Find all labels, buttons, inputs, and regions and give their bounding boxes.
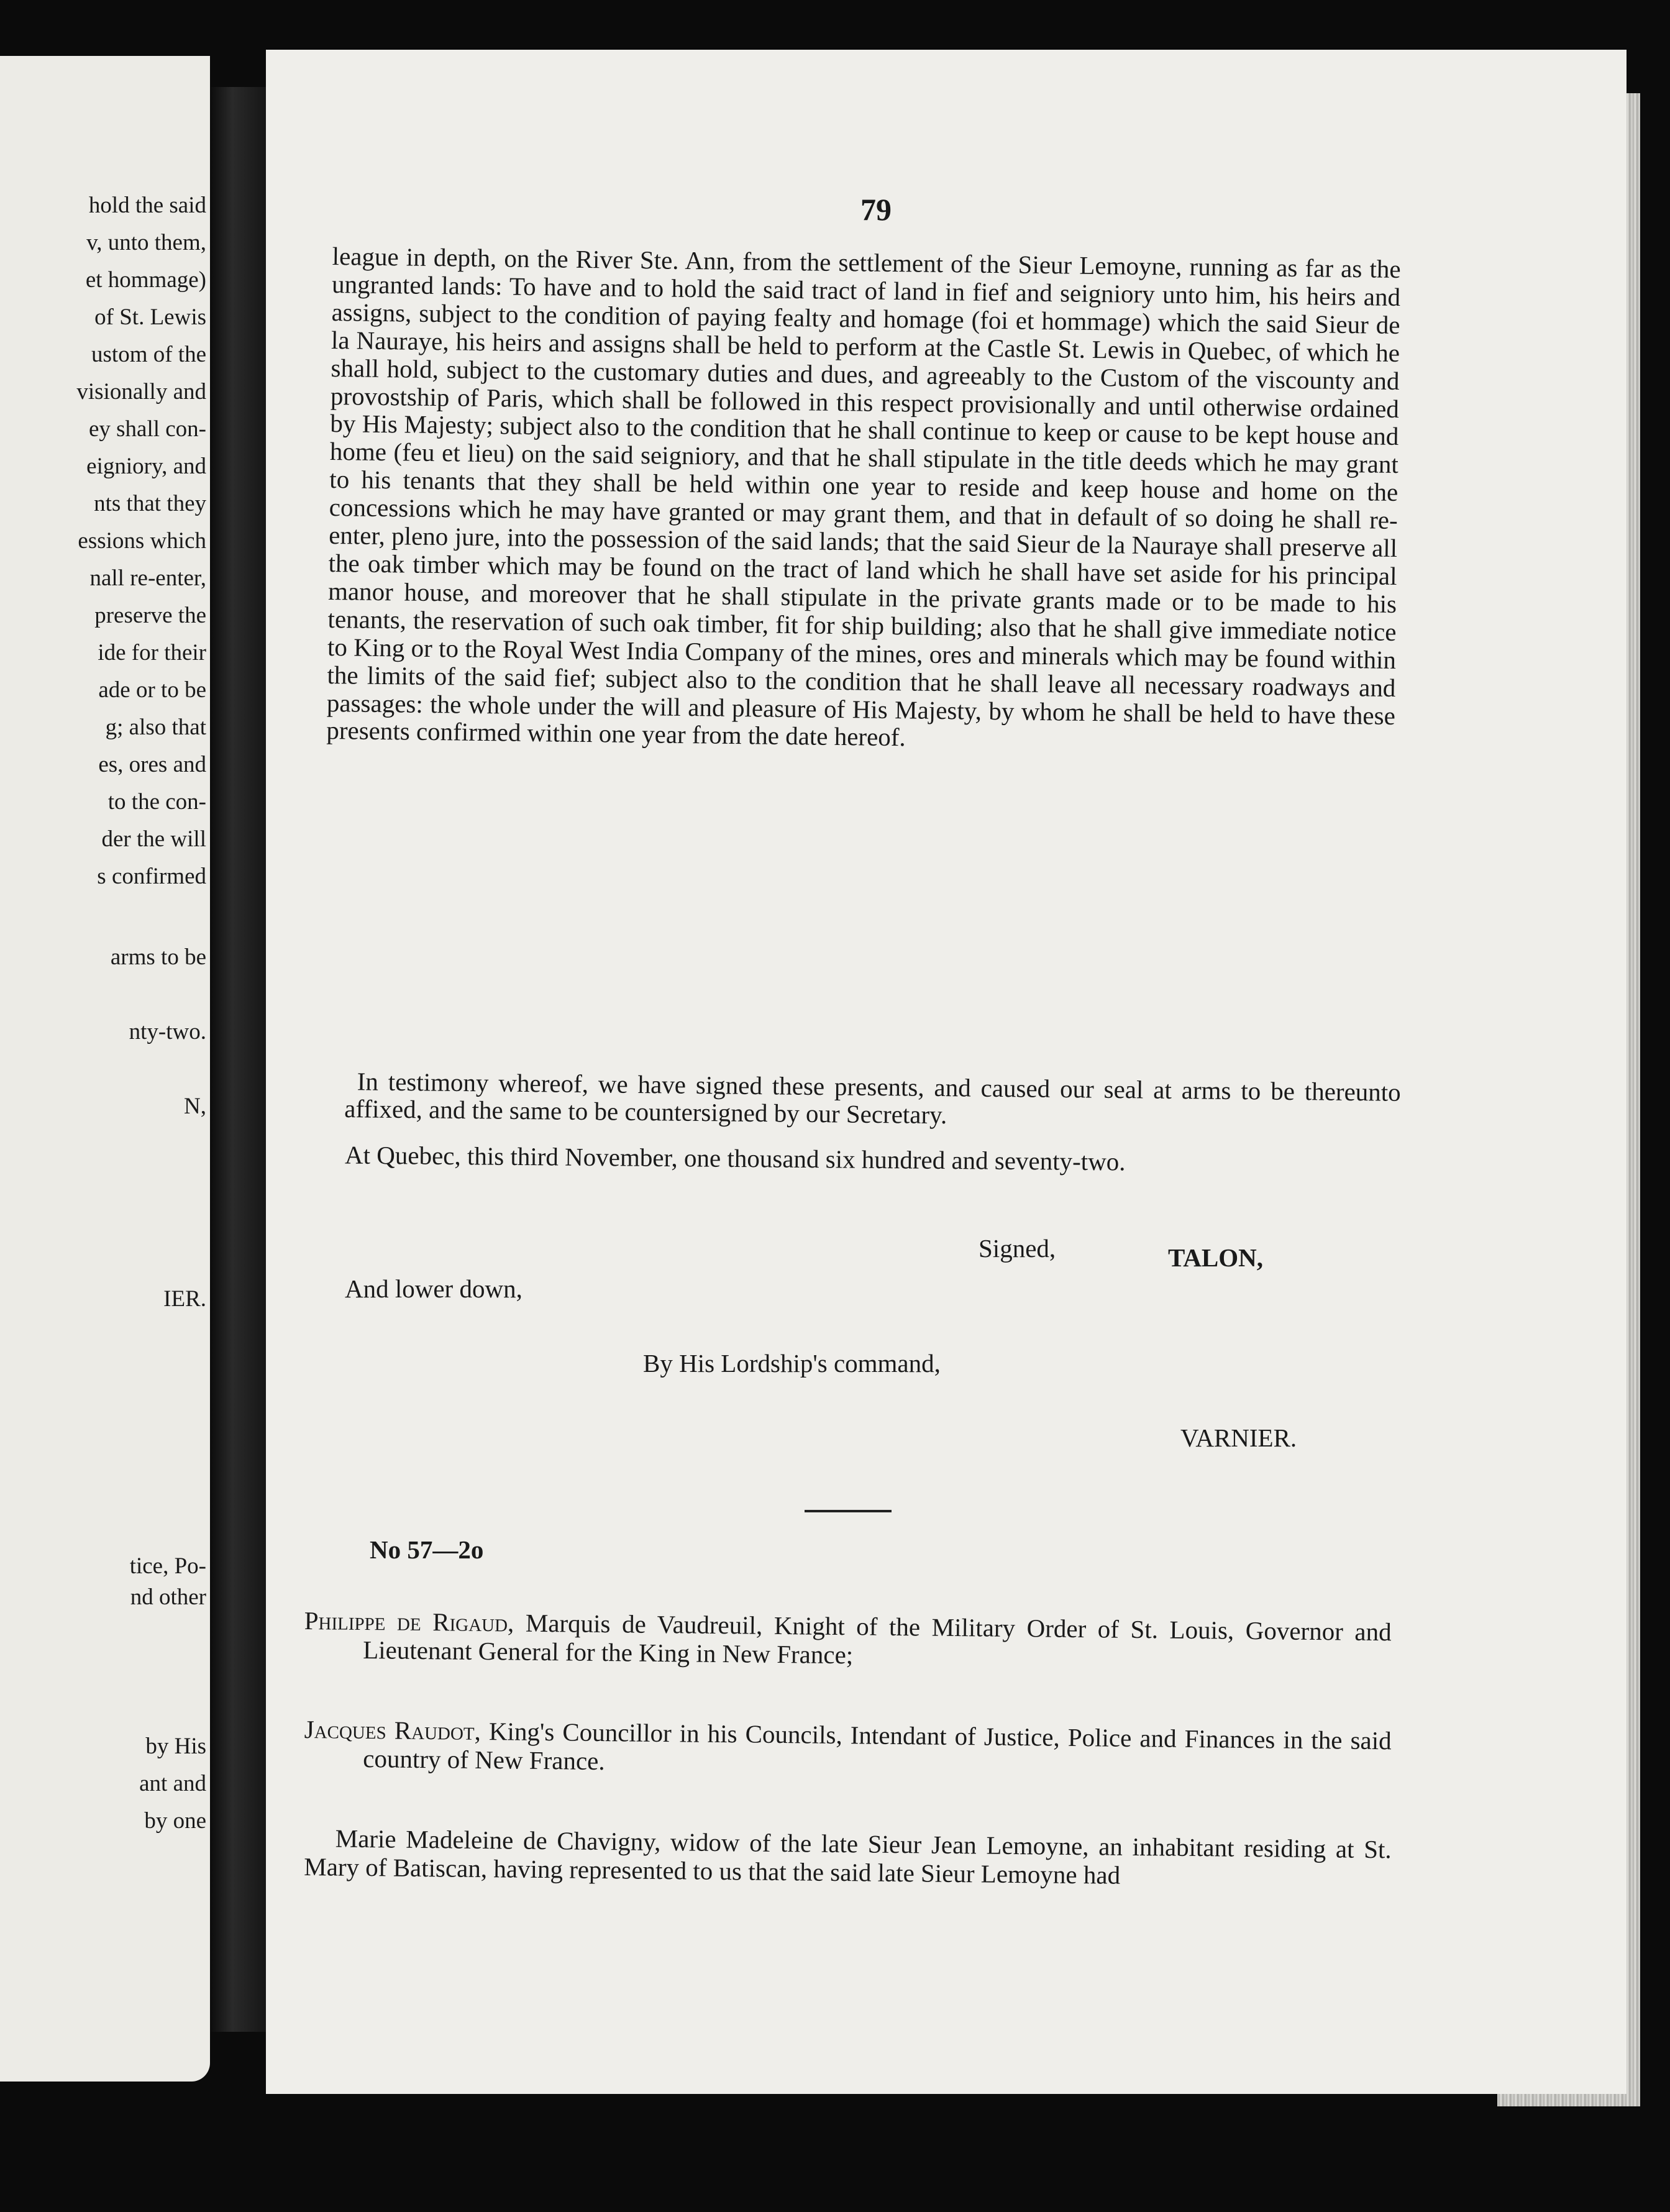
left-page-line: ide for their xyxy=(98,640,206,665)
petition-paragraph xyxy=(304,1824,1392,1892)
main-paragraph xyxy=(326,242,1401,757)
left-page-line: eigniory, and xyxy=(86,454,206,479)
section-divider xyxy=(805,1510,892,1512)
left-page-line: essions which xyxy=(78,528,206,554)
lower-down-note: And lower down, xyxy=(345,1274,522,1303)
left-page-line: v, unto them, xyxy=(86,230,206,255)
intendant-name: Jacques Raudot, xyxy=(304,1715,481,1745)
left-page-line: s confirmed xyxy=(97,864,206,889)
left-page-line: es, ores and xyxy=(98,752,206,777)
page-number: 79 xyxy=(860,192,892,227)
left-page-line: arms to be xyxy=(110,944,206,970)
left-page-line: nty-two. xyxy=(129,1019,206,1044)
left-page-line: der the will xyxy=(101,826,206,852)
signed-label: Signed, xyxy=(979,1234,1056,1263)
left-page-line: ant and xyxy=(139,1771,206,1796)
left-page xyxy=(0,56,210,2082)
intendant-titles: King's Councillor in his Councils, Intendant of Justice, Police and Finances in the said country of New France. xyxy=(363,1716,1392,1776)
book-gutter xyxy=(210,87,266,2032)
left-page-line: ade or to be xyxy=(98,677,206,703)
left-page-line: nts that they xyxy=(94,491,206,516)
testimony-paragraph: In testimony whereof, we have signed these presents, and caused our seal at arms to be thereunto affixed, and the same to be countersigned by our Secretary. xyxy=(344,1067,1401,1130)
document-number: No 57—2o xyxy=(370,1535,484,1564)
command-note: By His Lordship's command, xyxy=(643,1349,941,1378)
governor-block xyxy=(304,1606,1392,1675)
left-page-line: by His xyxy=(145,1734,206,1759)
left-page-line: N, xyxy=(184,1094,206,1119)
left-page-line: ey shall con- xyxy=(88,416,206,442)
left-page-line: of St. Lewis xyxy=(94,304,206,330)
left-page-line: to the con- xyxy=(107,789,206,815)
petition-text: Marie Madeleine de Chavigny, widow of the late Sieur Jean Lemoyne, an inhabitant residing at St. Mary of Batiscan, having represented to us that the said late Sieur Lemoyne had xyxy=(304,1824,1392,1890)
governor-titles: Marquis de Vaudreuil, Knight of the Military Order of St. Louis, Governor and Lieutenant General for the King in New France; xyxy=(363,1608,1392,1670)
left-page-line: ustom of the xyxy=(91,342,206,367)
left-page-line: g; also that xyxy=(105,715,206,740)
left-page-line: preserve the xyxy=(94,603,206,628)
left-page-line: visionally and xyxy=(76,379,206,404)
left-page-line: nd other xyxy=(130,1584,206,1610)
left-page-line: nall re-enter, xyxy=(89,565,206,591)
main-paragraph-text: league in depth, on the River Ste. Ann, from the settlement of the Sieur Lemoyne, running as far as the ungranted lands: To have and to hold the said tract of land in fief and seigniory unto him, his heirs and assigns, subject to the condition of paying fealty and homage (foi et hommage) which the said Sieur de la Nauraye, his heirs and assigns shall be held to perform at the Castle St. Lewis in Quebec, of which he shall hold, subject to the customary duties and dues, and agreeably to the Custom of the viscounty and provostship of Paris, which shall be followed in this respect provisionally and until otherwise ordained by His Majesty; subject also to the condition that he shall continue to keep or cause to be kept house and home (feu et lieu) on the said seigniory, and that he shall stipulate in the title deeds which he may grant to his tenants that they shall be held within one year to reside and keep house and home on the concessions which he may have granted or may grant them, and that in default of so doing he shall re-enter, pleno jure, into the possession of the said lands; that the said Sieur de la Nauraye shall preserve all the oak timber which may be found on the tract of land which he shall have set aside for his principal manor house, and moreover that he shall stipulate in the private grants made or to be made to his tenants, the reservation of such oak timber, fit for ship building; also that he shall give immediate notice to King or to the Royal West India Company of the mines, ores and minerals which may be found within the limits of the said fief; subject also to the condition that he shall leave all necessary roadways and passages: the whole under the will and pleasure of His Majesty, by whom he shall be held to have these presents confirmed within one year from the date hereof. xyxy=(326,242,1401,752)
place-date: At Quebec, this third November, one thousand six hundred and seventy-two. xyxy=(344,1140,1126,1176)
left-page-line: IER. xyxy=(163,1286,206,1312)
left-page-line: by one xyxy=(144,1808,206,1834)
governor-name: Philippe de Rigaud, xyxy=(304,1606,514,1637)
intendant-block xyxy=(304,1715,1392,1783)
secretary-name: VARNIER. xyxy=(1180,1424,1297,1452)
left-page-line: tice, Po- xyxy=(129,1553,206,1579)
left-page-line: et hommage) xyxy=(85,267,206,293)
signer-name: TALON, xyxy=(1168,1243,1264,1272)
left-page-line: hold the said xyxy=(88,193,206,218)
